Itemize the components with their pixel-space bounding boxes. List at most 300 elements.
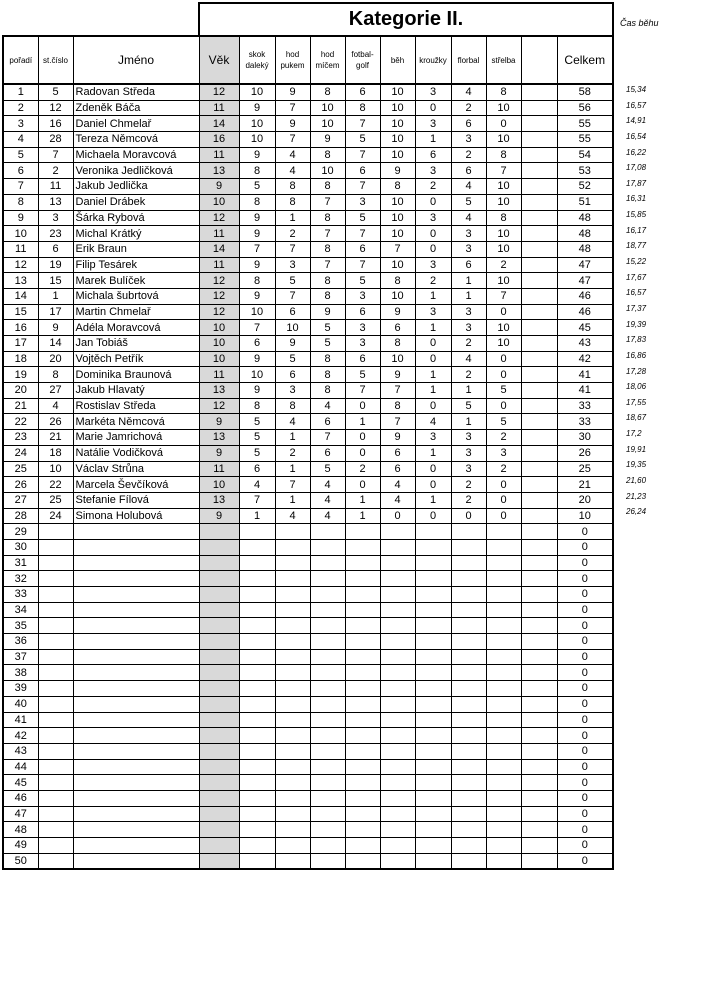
header-name: Jméno <box>73 36 199 84</box>
score-ball-throw <box>310 743 345 759</box>
score-football-golf: 0 <box>345 477 380 493</box>
cell-name: Rostislav Středa <box>73 398 199 414</box>
score-football-golf: 6 <box>345 241 380 257</box>
score-football-golf: 3 <box>345 194 380 210</box>
score-football-golf <box>345 618 380 634</box>
cell-start-number: 21 <box>38 430 73 446</box>
cell-rank: 47 <box>3 806 38 822</box>
cell-total: 53 <box>557 163 613 179</box>
cell-rank: 25 <box>3 461 38 477</box>
score-run: 8 <box>380 398 415 414</box>
score-long-jump <box>239 602 275 618</box>
score-shooting <box>486 696 521 712</box>
run-time-value: 17,37 <box>626 303 647 313</box>
cell-age: 10 <box>199 477 239 493</box>
score-floorball: 2 <box>451 336 486 352</box>
cell-age <box>199 524 239 540</box>
score-ball-throw: 10 <box>310 163 345 179</box>
score-shooting: 10 <box>486 194 521 210</box>
score-ball-throw: 8 <box>310 179 345 195</box>
score-puck-throw <box>275 681 310 697</box>
score-ball-throw: 9 <box>310 304 345 320</box>
score-long-jump <box>239 649 275 665</box>
score-puck-throw: 3 <box>275 257 310 273</box>
cell-total: 0 <box>557 602 613 618</box>
cell-rank: 26 <box>3 477 38 493</box>
cell-age <box>199 822 239 838</box>
cell-total: 52 <box>557 179 613 195</box>
score-long-jump <box>239 618 275 634</box>
score-long-jump: 9 <box>239 100 275 116</box>
cell-name: Erik Braun <box>73 241 199 257</box>
cell-name: Marie Jamrichová <box>73 430 199 446</box>
score-ball-throw <box>310 759 345 775</box>
cell-start-number: 17 <box>38 304 73 320</box>
run-time-value: 16,86 <box>626 350 647 360</box>
score-run <box>380 649 415 665</box>
run-time-value: 18,77 <box>626 241 647 251</box>
score-shooting: 0 <box>486 492 521 508</box>
cell-rank: 3 <box>3 116 38 132</box>
cell-start-number: 3 <box>38 210 73 226</box>
score-run: 9 <box>380 163 415 179</box>
cell-name <box>73 743 199 759</box>
score-floorball <box>451 665 486 681</box>
cell-name: Adéla Moravcová <box>73 320 199 336</box>
score-shooting <box>486 649 521 665</box>
score-puck-throw <box>275 634 310 650</box>
score-long-jump <box>239 571 275 587</box>
cell-name: Dominika Braunová <box>73 367 199 383</box>
cell-start-number: 1 <box>38 288 73 304</box>
score-floorball <box>451 806 486 822</box>
score-run: 9 <box>380 367 415 383</box>
score-shooting: 0 <box>486 477 521 493</box>
score-run <box>380 853 415 869</box>
score-puck-throw: 7 <box>275 477 310 493</box>
table-row <box>3 555 613 571</box>
cell-start-number: 8 <box>38 367 73 383</box>
run-time-value: 17,87 <box>626 178 647 188</box>
score-ball-throw <box>310 790 345 806</box>
cell-total: 55 <box>557 132 613 148</box>
cell-age: 11 <box>199 461 239 477</box>
score-ball-throw: 7 <box>310 257 345 273</box>
cell-blank <box>521 712 557 728</box>
score-shooting: 0 <box>486 508 521 524</box>
score-run: 6 <box>380 461 415 477</box>
cell-total: 43 <box>557 336 613 352</box>
cell-name: Markéta Němcová <box>73 414 199 430</box>
table-row <box>3 759 613 775</box>
score-football-golf <box>345 602 380 618</box>
cell-blank <box>521 179 557 195</box>
score-run <box>380 806 415 822</box>
cell-age: 12 <box>199 84 239 100</box>
table-row <box>3 398 613 414</box>
cell-name: Marcela Ševčíková <box>73 477 199 493</box>
cell-start-number: 16 <box>38 116 73 132</box>
score-ball-throw: 5 <box>310 336 345 352</box>
cell-blank <box>521 116 557 132</box>
cell-name: Daniel Drábek <box>73 194 199 210</box>
score-run: 10 <box>380 351 415 367</box>
table-row <box>3 132 613 148</box>
cell-blank <box>521 398 557 414</box>
score-hoops: 3 <box>415 304 451 320</box>
cell-age: 9 <box>199 508 239 524</box>
score-run: 9 <box>380 430 415 446</box>
table-row <box>3 194 613 210</box>
table-row <box>3 273 613 289</box>
score-run: 4 <box>380 492 415 508</box>
score-hoops: 1 <box>415 492 451 508</box>
score-football-golf <box>345 524 380 540</box>
score-hoops: 3 <box>415 257 451 273</box>
cell-blank <box>521 430 557 446</box>
header-football-golf-line2: golf <box>356 61 369 70</box>
score-shooting <box>486 602 521 618</box>
cell-age: 11 <box>199 226 239 242</box>
score-ball-throw: 9 <box>310 132 345 148</box>
score-hoops <box>415 524 451 540</box>
cell-age <box>199 696 239 712</box>
score-hoops: 1 <box>415 383 451 399</box>
cell-rank: 33 <box>3 587 38 603</box>
score-long-jump: 9 <box>239 226 275 242</box>
cell-age: 9 <box>199 445 239 461</box>
run-time-value: 17,67 <box>626 272 647 282</box>
score-run <box>380 775 415 791</box>
cell-start-number: 15 <box>38 273 73 289</box>
score-football-golf <box>345 806 380 822</box>
score-shooting <box>486 775 521 791</box>
header-total: Celkem <box>557 36 613 84</box>
score-floorball <box>451 743 486 759</box>
score-long-jump: 5 <box>239 445 275 461</box>
score-floorball: 3 <box>451 304 486 320</box>
header-blank <box>521 36 557 84</box>
score-floorball: 3 <box>451 241 486 257</box>
score-football-golf: 0 <box>345 430 380 446</box>
score-football-golf: 7 <box>345 383 380 399</box>
run-time-value: 15,85 <box>626 210 647 220</box>
score-hoops: 0 <box>415 351 451 367</box>
cell-start-number <box>38 555 73 571</box>
header-puck-throw-line2: pukem <box>280 61 305 70</box>
cell-age: 13 <box>199 430 239 446</box>
table-row <box>3 681 613 697</box>
header-age: Věk <box>199 36 239 84</box>
score-floorball: 4 <box>451 351 486 367</box>
cell-age <box>199 712 239 728</box>
cell-age: 12 <box>199 398 239 414</box>
cell-blank <box>521 790 557 806</box>
cell-start-number <box>38 524 73 540</box>
cell-name: Stefanie Fílová <box>73 492 199 508</box>
table-row <box>3 163 613 179</box>
cell-start-number <box>38 790 73 806</box>
run-time-value: 26,24 <box>626 507 647 517</box>
cell-name: Radovan Středa <box>73 84 199 100</box>
score-floorball <box>451 539 486 555</box>
table-row <box>3 288 613 304</box>
cell-age: 10 <box>199 194 239 210</box>
score-floorball: 5 <box>451 194 486 210</box>
table-row <box>3 775 613 791</box>
cell-total: 0 <box>557 634 613 650</box>
score-puck-throw: 1 <box>275 461 310 477</box>
score-floorball: 1 <box>451 273 486 289</box>
table-row <box>3 210 613 226</box>
score-floorball <box>451 838 486 854</box>
score-long-jump: 7 <box>239 320 275 336</box>
cell-total: 10 <box>557 508 613 524</box>
score-run: 10 <box>380 288 415 304</box>
score-puck-throw: 2 <box>275 226 310 242</box>
score-hoops: 2 <box>415 179 451 195</box>
cell-blank <box>521 571 557 587</box>
cell-blank <box>521 853 557 869</box>
table-row <box>3 587 613 603</box>
score-puck-throw: 1 <box>275 210 310 226</box>
score-hoops <box>415 853 451 869</box>
cell-name <box>73 775 199 791</box>
score-ball-throw: 8 <box>310 383 345 399</box>
header-shooting: střelba <box>486 36 521 84</box>
cell-start-number: 18 <box>38 445 73 461</box>
cell-age: 13 <box>199 383 239 399</box>
cell-blank <box>521 539 557 555</box>
cell-blank <box>521 194 557 210</box>
cell-total: 41 <box>557 383 613 399</box>
score-long-jump: 10 <box>239 367 275 383</box>
cell-blank <box>521 649 557 665</box>
score-football-golf <box>345 665 380 681</box>
cell-start-number <box>38 696 73 712</box>
run-time-value: 19,39 <box>626 319 647 329</box>
cell-name <box>73 618 199 634</box>
score-puck-throw: 6 <box>275 304 310 320</box>
cell-age: 11 <box>199 367 239 383</box>
score-floorball: 1 <box>451 383 486 399</box>
table-row <box>3 649 613 665</box>
score-hoops: 0 <box>415 100 451 116</box>
score-floorball <box>451 775 486 791</box>
score-hoops <box>415 806 451 822</box>
cell-rank: 29 <box>3 524 38 540</box>
cell-age <box>199 681 239 697</box>
cell-total: 0 <box>557 571 613 587</box>
score-run <box>380 539 415 555</box>
run-time-value: 18,67 <box>626 413 647 423</box>
score-hoops: 1 <box>415 320 451 336</box>
cell-rank: 19 <box>3 367 38 383</box>
cell-blank <box>521 602 557 618</box>
score-shooting: 0 <box>486 116 521 132</box>
cell-rank: 40 <box>3 696 38 712</box>
cell-start-number: 13 <box>38 194 73 210</box>
score-shooting: 10 <box>486 320 521 336</box>
score-long-jump: 9 <box>239 351 275 367</box>
score-football-golf: 5 <box>345 273 380 289</box>
cell-name <box>73 728 199 744</box>
table-row <box>3 822 613 838</box>
score-football-golf: 6 <box>345 163 380 179</box>
score-run: 10 <box>380 100 415 116</box>
score-ball-throw <box>310 665 345 681</box>
score-hoops <box>415 618 451 634</box>
cell-total: 56 <box>557 100 613 116</box>
cell-name <box>73 555 199 571</box>
table-row <box>3 728 613 744</box>
cell-rank: 34 <box>3 602 38 618</box>
cell-name: Michala šubrtová <box>73 288 199 304</box>
score-shooting: 10 <box>486 132 521 148</box>
cell-total: 0 <box>557 618 613 634</box>
cell-total: 21 <box>557 477 613 493</box>
score-football-golf <box>345 712 380 728</box>
cell-total: 0 <box>557 743 613 759</box>
cell-blank <box>521 132 557 148</box>
cell-rank: 48 <box>3 822 38 838</box>
cell-name: Václav Strůna <box>73 461 199 477</box>
cell-name <box>73 759 199 775</box>
score-run: 7 <box>380 414 415 430</box>
cell-age: 13 <box>199 163 239 179</box>
score-run <box>380 743 415 759</box>
score-hoops: 3 <box>415 430 451 446</box>
table-row <box>3 147 613 163</box>
table-row <box>3 336 613 352</box>
score-football-golf <box>345 822 380 838</box>
score-long-jump: 5 <box>239 430 275 446</box>
run-time-value: 19,91 <box>626 444 647 454</box>
score-hoops: 0 <box>415 241 451 257</box>
score-puck-throw <box>275 602 310 618</box>
cell-blank <box>521 696 557 712</box>
cell-rank: 23 <box>3 430 38 446</box>
cell-age <box>199 634 239 650</box>
run-time-value: 15,22 <box>626 257 647 267</box>
score-hoops: 1 <box>415 445 451 461</box>
cell-rank: 38 <box>3 665 38 681</box>
score-long-jump: 10 <box>239 84 275 100</box>
cell-rank: 37 <box>3 649 38 665</box>
score-puck-throw <box>275 806 310 822</box>
cell-blank <box>521 587 557 603</box>
score-football-golf: 1 <box>345 492 380 508</box>
cell-total: 0 <box>557 838 613 854</box>
score-football-golf: 5 <box>345 367 380 383</box>
score-floorball <box>451 555 486 571</box>
score-puck-throw: 5 <box>275 351 310 367</box>
cell-total: 0 <box>557 712 613 728</box>
score-football-golf: 5 <box>345 210 380 226</box>
score-football-golf <box>345 649 380 665</box>
cell-name: Daniel Chmelař <box>73 116 199 132</box>
score-long-jump: 8 <box>239 398 275 414</box>
score-ball-throw <box>310 649 345 665</box>
score-shooting: 10 <box>486 273 521 289</box>
score-run: 8 <box>380 179 415 195</box>
score-floorball: 2 <box>451 367 486 383</box>
score-puck-throw: 1 <box>275 492 310 508</box>
cell-name: Natálie Vodičková <box>73 445 199 461</box>
score-football-golf <box>345 759 380 775</box>
cell-blank <box>521 336 557 352</box>
score-puck-throw: 3 <box>275 383 310 399</box>
cell-total: 0 <box>557 555 613 571</box>
score-floorball <box>451 634 486 650</box>
score-long-jump <box>239 728 275 744</box>
score-puck-throw: 4 <box>275 414 310 430</box>
score-long-jump <box>239 634 275 650</box>
score-football-golf <box>345 634 380 650</box>
cell-age: 13 <box>199 492 239 508</box>
score-long-jump: 6 <box>239 461 275 477</box>
score-run <box>380 759 415 775</box>
score-shooting: 0 <box>486 398 521 414</box>
score-floorball <box>451 822 486 838</box>
score-football-golf <box>345 696 380 712</box>
cell-age: 14 <box>199 116 239 132</box>
score-ball-throw: 4 <box>310 508 345 524</box>
run-time-value: 21,60 <box>626 476 647 485</box>
cell-total: 0 <box>557 665 613 681</box>
score-long-jump <box>239 759 275 775</box>
cell-blank <box>521 681 557 697</box>
cell-name <box>73 634 199 650</box>
cell-start-number: 20 <box>38 351 73 367</box>
cell-rank: 10 <box>3 226 38 242</box>
score-hoops: 0 <box>415 398 451 414</box>
score-hoops: 3 <box>415 84 451 100</box>
cell-age: 12 <box>199 210 239 226</box>
score-shooting: 7 <box>486 288 521 304</box>
score-ball-throw <box>310 681 345 697</box>
cell-rank: 14 <box>3 288 38 304</box>
cell-total: 26 <box>557 445 613 461</box>
table-row <box>3 477 613 493</box>
score-puck-throw <box>275 853 310 869</box>
score-ball-throw: 7 <box>310 226 345 242</box>
score-hoops: 0 <box>415 194 451 210</box>
score-floorball <box>451 759 486 775</box>
cell-rank: 16 <box>3 320 38 336</box>
score-puck-throw <box>275 790 310 806</box>
cell-name <box>73 696 199 712</box>
score-ball-throw: 7 <box>310 194 345 210</box>
cell-age: 14 <box>199 241 239 257</box>
cell-age: 16 <box>199 132 239 148</box>
cell-start-number: 9 <box>38 320 73 336</box>
score-shooting: 10 <box>486 179 521 195</box>
score-shooting <box>486 853 521 869</box>
cell-total: 0 <box>557 775 613 791</box>
score-ball-throw: 10 <box>310 116 345 132</box>
cell-blank <box>521 775 557 791</box>
score-shooting <box>486 524 521 540</box>
cell-name: Michaela Moravcová <box>73 147 199 163</box>
score-football-golf <box>345 775 380 791</box>
score-football-golf: 7 <box>345 257 380 273</box>
score-puck-throw <box>275 539 310 555</box>
score-football-golf: 5 <box>345 132 380 148</box>
table-row <box>3 414 613 430</box>
cell-blank <box>521 147 557 163</box>
score-long-jump <box>239 853 275 869</box>
